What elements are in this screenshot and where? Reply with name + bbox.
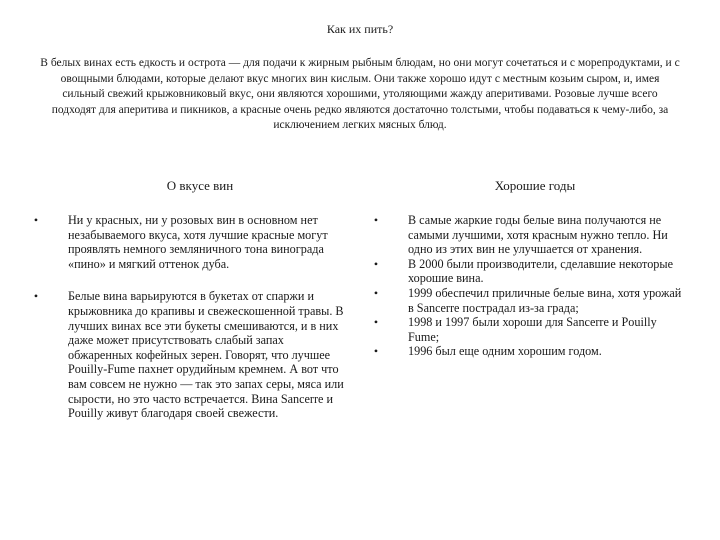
bullet-icon: • [373, 213, 379, 227]
list-item [30, 213, 350, 271]
list-item [370, 213, 685, 257]
list-item-text: 1999 обеспечил приличные белые вина, хотя урожай в Sancerre пострадал из-за града; [408, 285, 682, 315]
list-item-text: В самые жаркие годы белые вина получаются не самыми лучшими, хотя красным нужно тепло. Ни одно из этих вин не улучшается от хранения. [408, 213, 668, 257]
list-item [370, 315, 685, 344]
list-item [370, 344, 685, 359]
bullet-icon: • [33, 213, 39, 227]
list-item-text: 1998 и 1997 были хороши для Sancerre и Pouilly Fume; [408, 315, 657, 344]
right-column-heading: Хорошие годы [494, 178, 576, 193]
list-item-text: Ни у красных, ни у розовых вин в основном нет незабываемого вкуса, хотя лучшие красные могут проявлять немного земляничного тона винограда «пино» и мягкий оттенок дуба. [68, 213, 328, 271]
list-item [30, 289, 350, 420]
left-column-heading: О вкусе вин [166, 178, 234, 193]
list-item-text: Белые вина варьируются в букетах от спаржи и крыжовника до крапивы и свежескошенной травы. В лучших винах все эти букеты смешиваются, и в них даже может присутствовать слабый запах обжаренных кофейных зерен. Говорят, что лучшее Pouilly-Fume пахнет орудийным кремнем. А вот что вам совсем не нужно — так это запах серы, мяса или сырости, но это часто встречается. Вина Sancerre и Pouilly живут благодаря своей свежести. [68, 289, 344, 421]
list-item [370, 286, 685, 315]
right-bullet-list [370, 213, 685, 359]
bullet-icon: • [373, 315, 379, 330]
bullet-icon: • [373, 285, 379, 300]
left-bullet-list [30, 213, 350, 439]
bullet-icon: • [33, 289, 39, 304]
list-item-text: В 2000 были производители, сделавшие некоторые хорошие вина. [408, 256, 673, 286]
list-item-text: 1996 был еще одним хорошим годом. [408, 344, 602, 359]
slide-title: Как их пить? [326, 22, 394, 36]
bullet-icon: • [373, 256, 379, 271]
intro-paragraph: В белых винах есть едкость и острота — для подачи к жирным рыбным блюдам, но они могут сочетаться и с морепродуктами, и с овощными блюдами, которые делают вкус многих вин кислым. Они также хорошо идут с местным козьим сыром, и, имея сильный свежий крыжовниковый вкус, они являются хорошими, утоляющими жажду аперитивами. Розовые лучше всего подходят для аперитива и пикников, а красные очень редко являются достаточно толстыми, чтобы подаваться к чему-либо, за исключением легких мясных блюд. [40, 57, 680, 131]
list-item [370, 257, 685, 286]
bullet-icon: • [373, 344, 379, 359]
